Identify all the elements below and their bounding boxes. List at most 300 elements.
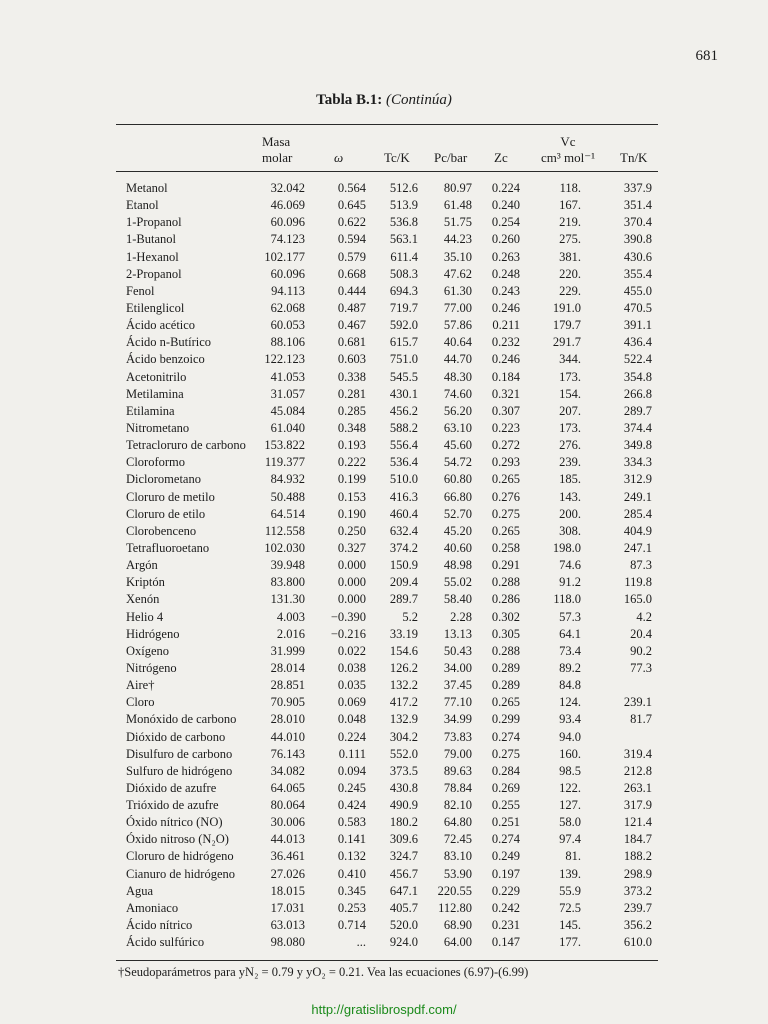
critical-temperature-cell: 33.19 xyxy=(389,626,418,641)
table-row xyxy=(116,420,658,437)
compound-name-cell: Acetonitrilo xyxy=(126,369,187,384)
critical-temperature-cell: 615.7 xyxy=(389,335,418,350)
table-row xyxy=(116,934,658,951)
normal-boiling-point-cell: 455.0 xyxy=(623,283,652,298)
acentric-factor-cell: 0.199 xyxy=(337,472,366,487)
critical-temperature-cell: 694.3 xyxy=(389,283,418,298)
compound-name-cell: Cianuro de hidrógeno xyxy=(126,866,236,881)
critical-temperature-cell: 611.4 xyxy=(390,249,418,264)
critical-temperature-cell: 289.7 xyxy=(389,592,418,607)
compound-name-cell: Dióxido de azufre xyxy=(126,780,217,795)
molar-mass-cell: 74.123 xyxy=(270,232,305,247)
acentric-factor-cell: −0.390 xyxy=(330,609,366,624)
acentric-factor-cell: 0.035 xyxy=(337,678,366,693)
table-title xyxy=(0,92,768,109)
molar-mass-cell: 64.514 xyxy=(270,506,305,521)
acentric-factor-cell: −0.216 xyxy=(330,626,366,641)
molar-mass-cell: 46.069 xyxy=(270,198,305,213)
critical-pressure-cell: 34.00 xyxy=(443,660,472,675)
critical-volume-cell: 229. xyxy=(559,283,581,298)
molar-mass-cell: 98.080 xyxy=(270,935,305,950)
critical-volume-cell: 124. xyxy=(559,695,581,710)
critical-pressure-cell: 40.64 xyxy=(443,335,472,350)
compound-name-cell: Nitrometano xyxy=(126,420,190,435)
critical-compressibility-cell: 0.258 xyxy=(491,540,520,555)
acentric-factor-cell: 0.245 xyxy=(337,780,366,795)
compound-name-cell: Helio 4 xyxy=(126,609,164,624)
critical-volume-cell: 173. xyxy=(559,369,581,384)
molar-mass-cell: 32.042 xyxy=(270,181,305,195)
critical-temperature-cell: 552.0 xyxy=(389,746,418,761)
normal-boiling-point-cell: 4.2 xyxy=(636,609,652,624)
critical-pressure-cell: 112.80 xyxy=(438,900,472,915)
compound-name-cell: Argón xyxy=(126,558,158,573)
critical-compressibility-cell: 0.284 xyxy=(491,763,520,778)
critical-pressure-cell: 82.10 xyxy=(443,798,472,813)
normal-boiling-point-cell: 81.7 xyxy=(630,712,652,727)
table-row xyxy=(116,660,658,677)
compound-name-cell: 1-Butanol xyxy=(126,232,176,247)
table-row xyxy=(116,471,658,488)
acentric-factor-cell: 0.424 xyxy=(337,798,366,813)
acentric-factor-cell: 0.190 xyxy=(337,506,366,521)
critical-compressibility-cell: 0.269 xyxy=(491,780,520,795)
critical-compressibility-cell: 0.224 xyxy=(491,181,520,195)
table-row xyxy=(116,214,658,231)
compound-name-cell: Oxígeno xyxy=(126,643,170,658)
critical-temperature-cell: 588.2 xyxy=(389,420,418,435)
acentric-factor-cell: 0.000 xyxy=(337,558,366,573)
normal-boiling-point-cell: 285.4 xyxy=(623,506,652,521)
critical-temperature-cell: 309.6 xyxy=(389,832,418,847)
critical-pressure-cell: 73.83 xyxy=(443,729,472,744)
critical-temperature-cell: 719.7 xyxy=(389,300,418,315)
critical-temperature-cell: 460.4 xyxy=(389,506,418,521)
table-row xyxy=(116,266,658,283)
normal-boiling-point-cell: 436.4 xyxy=(623,335,652,350)
header-pc: Pc/bar xyxy=(434,150,468,165)
table-body xyxy=(116,180,658,951)
critical-temperature-cell: 536.4 xyxy=(389,455,418,470)
critical-volume-cell: 291.7 xyxy=(552,335,581,350)
critical-compressibility-cell: 0.242 xyxy=(491,900,520,915)
table-row xyxy=(116,351,658,368)
normal-boiling-point-cell: 354.8 xyxy=(623,369,652,384)
critical-temperature-cell: 647.1 xyxy=(389,883,418,898)
compound-name-cell: Ácido n-Butírico xyxy=(126,335,212,350)
critical-temperature-cell: 430.1 xyxy=(389,386,418,401)
acentric-factor-cell: 0.645 xyxy=(337,198,366,213)
critical-pressure-cell: 61.30 xyxy=(443,283,472,298)
table-row xyxy=(116,300,658,317)
acentric-factor-cell: 0.048 xyxy=(337,712,366,727)
acentric-factor-cell: 0.285 xyxy=(337,403,366,418)
critical-temperature-cell: 556.4 xyxy=(389,438,418,453)
critical-volume-cell: 220. xyxy=(559,266,581,281)
compound-name-cell: Monóxido de carbono xyxy=(126,712,237,727)
molar-mass-cell: 28.014 xyxy=(270,660,305,675)
molar-mass-cell: 27.026 xyxy=(270,866,305,881)
critical-pressure-cell: 45.60 xyxy=(443,438,472,453)
compound-name-cell: Óxido nitroso (N₂O) xyxy=(126,832,229,847)
compound-name-cell: Cloro xyxy=(126,695,155,710)
critical-volume-cell: 58.0 xyxy=(559,815,581,830)
molar-mass-cell: 36.461 xyxy=(270,849,305,864)
critical-volume-cell: 381. xyxy=(559,249,581,264)
compound-name-cell: Nitrógeno xyxy=(126,660,177,675)
header-omega: ω xyxy=(334,150,344,165)
table-row xyxy=(116,763,658,780)
compound-name-cell: Dióxido de carbono xyxy=(126,729,226,744)
table-row xyxy=(116,249,658,266)
acentric-factor-cell: 0.327 xyxy=(337,540,366,555)
critical-volume-cell: 72.5 xyxy=(559,900,581,915)
header-vc-line2: cm³ mol⁻¹ xyxy=(540,150,595,165)
critical-pressure-cell: 35.10 xyxy=(443,249,472,264)
source-link[interactable]: http://gratislibrospdf.com/ xyxy=(311,1002,457,1017)
acentric-factor-cell: 0.253 xyxy=(337,900,366,915)
compound-name-cell: Ácido benzoico xyxy=(126,352,205,367)
table-row xyxy=(116,403,658,420)
header-molar-mass-line1: Masa xyxy=(262,134,291,149)
molar-mass-cell: 122.123 xyxy=(264,352,305,367)
normal-boiling-point-cell: 312.9 xyxy=(623,472,652,487)
molar-mass-cell: 112.558 xyxy=(264,523,305,538)
critical-compressibility-cell: 0.246 xyxy=(491,352,520,367)
critical-temperature-cell: 520.0 xyxy=(389,918,418,933)
critical-compressibility-cell: 0.211 xyxy=(492,318,520,333)
acentric-factor-cell: 0.579 xyxy=(337,249,366,264)
header-vc xyxy=(536,134,600,166)
molar-mass-cell: 17.031 xyxy=(270,900,305,915)
critical-temperature-cell: 924.0 xyxy=(389,935,418,950)
compound-name-cell: Trióxido de azufre xyxy=(126,798,219,813)
normal-boiling-point-cell: 20.4 xyxy=(630,626,652,641)
compound-name-cell: Ácido sulfúrico xyxy=(126,935,205,950)
molar-mass-cell: 88.106 xyxy=(270,335,305,350)
molar-mass-cell: 39.948 xyxy=(270,558,305,573)
acentric-factor-cell: 0.444 xyxy=(337,283,366,298)
table-title-note: (Continúa) xyxy=(386,92,452,108)
acentric-factor-cell: 0.681 xyxy=(337,335,366,350)
critical-compressibility-cell: 0.288 xyxy=(491,643,520,658)
critical-pressure-cell: 60.80 xyxy=(443,472,472,487)
molar-mass-cell: 45.084 xyxy=(270,403,305,418)
table-row xyxy=(116,334,658,351)
critical-pressure-cell: 78.84 xyxy=(443,780,472,795)
molar-mass-cell: 83.800 xyxy=(270,575,305,590)
molar-mass-cell: 44.013 xyxy=(270,832,305,847)
critical-volume-cell: 93.4 xyxy=(559,712,581,727)
critical-temperature-cell: 456.7 xyxy=(389,866,418,881)
critical-pressure-cell: 52.70 xyxy=(443,506,472,521)
acentric-factor-cell: 0.141 xyxy=(337,832,366,847)
critical-temperature-cell: 374.2 xyxy=(389,540,418,555)
table-row xyxy=(116,917,658,934)
normal-boiling-point-cell: 249.1 xyxy=(623,489,652,504)
table-row xyxy=(116,711,658,728)
critical-compressibility-cell: 0.197 xyxy=(491,866,520,881)
table-row xyxy=(116,506,658,523)
acentric-factor-cell: 0.714 xyxy=(337,918,366,933)
table-row xyxy=(116,557,658,574)
critical-temperature-cell: 510.0 xyxy=(389,472,418,487)
critical-temperature-cell: 209.4 xyxy=(389,575,418,590)
critical-temperature-cell: 150.9 xyxy=(389,558,418,573)
acentric-factor-cell: 0.594 xyxy=(337,232,366,247)
header-tn: Tn/K xyxy=(620,150,648,165)
compound-name-cell: Cloroformo xyxy=(126,455,186,470)
molar-mass-cell: 62.068 xyxy=(270,300,305,315)
critical-volume-cell: 177. xyxy=(559,935,581,950)
critical-volume-cell: 239. xyxy=(559,455,581,470)
compound-name-cell: 1-Hexanol xyxy=(126,249,179,264)
acentric-factor-cell: 0.000 xyxy=(337,575,366,590)
critical-temperature-cell: 154.6 xyxy=(389,643,418,658)
compound-name-cell: Cloruro de hidrógeno xyxy=(126,849,234,864)
table-row xyxy=(116,900,658,917)
molar-mass-cell: 31.057 xyxy=(270,386,305,401)
normal-boiling-point-cell: 430.6 xyxy=(623,249,652,264)
critical-pressure-cell: 64.00 xyxy=(443,935,472,950)
normal-boiling-point-cell: 266.8 xyxy=(623,386,652,401)
molar-mass-cell: 4.003 xyxy=(276,609,305,624)
critical-pressure-cell: 51.75 xyxy=(443,215,472,230)
critical-pressure-cell: 68.90 xyxy=(443,918,472,933)
acentric-factor-cell: 0.622 xyxy=(337,215,366,230)
compound-name-cell: Tetrafluoroetano xyxy=(126,540,210,555)
critical-compressibility-cell: 0.321 xyxy=(491,386,520,401)
critical-temperature-cell: 324.7 xyxy=(389,849,418,864)
table-row xyxy=(116,848,658,865)
table-row xyxy=(116,797,658,814)
normal-boiling-point-cell: 165.0 xyxy=(623,592,652,607)
table-row xyxy=(116,780,658,797)
table-row xyxy=(116,317,658,334)
critical-compressibility-cell: 0.265 xyxy=(491,472,520,487)
critical-pressure-cell: 37.45 xyxy=(443,678,472,693)
molar-mass-cell: 60.096 xyxy=(270,266,305,281)
acentric-factor-cell: 0.345 xyxy=(337,883,366,898)
critical-volume-cell: 200. xyxy=(559,506,581,521)
header-zc: Zc xyxy=(494,150,508,165)
critical-compressibility-cell: 0.272 xyxy=(491,438,520,453)
critical-volume-cell: 145. xyxy=(559,918,581,933)
header-tc: Tc/K xyxy=(384,150,410,165)
molar-mass-cell: 2.016 xyxy=(276,626,305,641)
critical-temperature-cell: 563.1 xyxy=(389,232,418,247)
critical-temperature-cell: 132.9 xyxy=(389,712,418,727)
critical-pressure-cell: 44.23 xyxy=(443,232,472,247)
critical-pressure-cell: 220.55 xyxy=(437,883,472,898)
critical-compressibility-cell: 0.240 xyxy=(491,198,520,213)
critical-pressure-cell: 2.28 xyxy=(450,609,472,624)
critical-volume-cell: 276. xyxy=(559,438,581,453)
critical-pressure-cell: 13.13 xyxy=(443,626,472,641)
critical-volume-cell: 160. xyxy=(559,746,581,761)
critical-compressibility-cell: 0.276 xyxy=(491,489,520,504)
compound-name-cell: Cloruro de etilo xyxy=(126,506,206,521)
molar-mass-cell: 102.177 xyxy=(264,249,305,264)
compound-name-cell: Xenón xyxy=(126,592,160,607)
critical-volume-cell: 98.5 xyxy=(559,763,581,778)
critical-compressibility-cell: 0.147 xyxy=(491,935,520,950)
normal-boiling-point-cell: 370.4 xyxy=(623,215,652,230)
molar-mass-cell: 153.822 xyxy=(264,438,305,453)
critical-temperature-cell: 508.3 xyxy=(389,266,418,281)
critical-volume-cell: 118.0 xyxy=(553,592,581,607)
table-row xyxy=(116,489,658,506)
critical-temperature-cell: 456.2 xyxy=(389,403,418,418)
table-row xyxy=(116,283,658,300)
acentric-factor-cell: 0.250 xyxy=(337,523,366,538)
normal-boiling-point-cell: 87.3 xyxy=(630,558,652,573)
normal-boiling-point-cell: 356.2 xyxy=(623,918,652,933)
critical-compressibility-cell: 0.302 xyxy=(491,609,520,624)
table-row xyxy=(116,386,658,403)
molar-mass-cell: 60.053 xyxy=(270,318,305,333)
compound-name-cell: Ácido acético xyxy=(126,318,196,333)
normal-boiling-point-cell: 319.4 xyxy=(623,746,652,761)
critical-compressibility-cell: 0.243 xyxy=(491,283,520,298)
critical-compressibility-cell: 0.289 xyxy=(491,660,520,675)
normal-boiling-point-cell: 212.8 xyxy=(623,763,652,778)
critical-temperature-cell: 430.8 xyxy=(389,780,418,795)
compound-name-cell: Ácido nítrico xyxy=(126,918,193,933)
critical-volume-cell: 219. xyxy=(559,215,581,230)
compound-name-cell: Metanol xyxy=(126,181,168,195)
table-row xyxy=(116,591,658,608)
critical-temperature-cell: 373.5 xyxy=(389,763,418,778)
critical-temperature-cell: 405.7 xyxy=(389,900,418,915)
critical-pressure-cell: 40.60 xyxy=(443,540,472,555)
compound-name-cell: 1-Propanol xyxy=(126,215,182,230)
critical-compressibility-cell: 0.286 xyxy=(491,592,520,607)
table-row xyxy=(116,729,658,746)
critical-temperature-cell: 416.3 xyxy=(389,489,418,504)
acentric-factor-cell: 0.132 xyxy=(337,849,366,864)
acentric-factor-cell: 0.038 xyxy=(337,660,366,675)
normal-boiling-point-cell: 188.2 xyxy=(623,849,652,864)
molar-mass-cell: 30.006 xyxy=(270,815,305,830)
table-row xyxy=(116,540,658,557)
critical-compressibility-cell: 0.223 xyxy=(491,420,520,435)
critical-volume-cell: 139. xyxy=(559,866,581,881)
critical-compressibility-cell: 0.274 xyxy=(491,832,520,847)
critical-compressibility-cell: 0.307 xyxy=(491,403,520,418)
critical-compressibility-cell: 0.299 xyxy=(491,712,520,727)
critical-pressure-cell: 54.72 xyxy=(443,455,472,470)
normal-boiling-point-cell: 317.9 xyxy=(623,798,652,813)
critical-volume-cell: 55.9 xyxy=(559,883,581,898)
acentric-factor-cell: 0.564 xyxy=(337,181,366,195)
table-header-rule xyxy=(116,171,658,172)
critical-pressure-cell: 66.80 xyxy=(443,489,472,504)
critical-pressure-cell: 47.62 xyxy=(443,266,472,281)
normal-boiling-point-cell: 351.4 xyxy=(623,198,652,213)
acentric-factor-cell: 0.022 xyxy=(337,643,366,658)
table-row xyxy=(116,180,658,197)
critical-volume-cell: 97.4 xyxy=(559,832,581,847)
molar-mass-cell: 50.488 xyxy=(270,489,305,504)
molar-mass-cell: 60.096 xyxy=(270,215,305,230)
table-title-label: Tabla B.1: xyxy=(316,92,383,108)
table-row xyxy=(116,866,658,883)
critical-pressure-cell: 79.00 xyxy=(443,746,472,761)
critical-compressibility-cell: 0.260 xyxy=(491,232,520,247)
critical-compressibility-cell: 0.275 xyxy=(491,746,520,761)
compound-name-cell: Tetracloruro de carbono xyxy=(126,438,246,453)
normal-boiling-point-cell: 121.4 xyxy=(623,815,652,830)
molar-mass-cell: 94.113 xyxy=(271,283,305,298)
critical-compressibility-cell: 0.184 xyxy=(491,369,520,384)
molar-mass-cell: 76.143 xyxy=(270,746,305,761)
critical-pressure-cell: 58.40 xyxy=(443,592,472,607)
compound-name-cell: Diclorometano xyxy=(126,472,201,487)
critical-temperature-cell: 417.2 xyxy=(389,695,418,710)
normal-boiling-point-cell: 239.1 xyxy=(623,695,652,710)
acentric-factor-cell: 0.281 xyxy=(337,386,366,401)
normal-boiling-point-cell: 239.7 xyxy=(623,900,652,915)
critical-compressibility-cell: 0.232 xyxy=(491,335,520,350)
compound-name-cell: Disulfuro de carbono xyxy=(126,746,233,761)
critical-pressure-cell: 61.48 xyxy=(443,198,472,213)
molar-mass-cell: 34.082 xyxy=(270,763,305,778)
table-row xyxy=(116,231,658,248)
normal-boiling-point-cell: 184.7 xyxy=(623,832,652,847)
critical-temperature-cell: 536.8 xyxy=(389,215,418,230)
compound-name-cell: Hidrógeno xyxy=(126,626,180,641)
critical-volume-cell: 73.4 xyxy=(559,643,581,658)
molar-mass-cell: 31.999 xyxy=(270,643,305,658)
critical-temperature-cell: 132.2 xyxy=(389,678,418,693)
table-row xyxy=(116,369,658,386)
critical-temperature-cell: 592.0 xyxy=(389,318,418,333)
normal-boiling-point-cell: 334.3 xyxy=(623,455,652,470)
molar-mass-cell: 84.932 xyxy=(270,472,305,487)
critical-compressibility-cell: 0.254 xyxy=(491,215,520,230)
table-row xyxy=(116,746,658,763)
compound-name-cell: Etanol xyxy=(126,198,159,213)
table-row xyxy=(116,574,658,591)
normal-boiling-point-cell: 373.2 xyxy=(623,883,652,898)
molar-mass-cell: 64.065 xyxy=(270,780,305,795)
compound-name-cell: Cloruro de metilo xyxy=(126,489,215,504)
critical-compressibility-cell: 0.248 xyxy=(491,266,520,281)
critical-volume-cell: 207. xyxy=(559,403,581,418)
critical-compressibility-cell: 0.265 xyxy=(491,695,520,710)
critical-temperature-cell: 304.2 xyxy=(389,729,418,744)
compound-name-cell: Sulfuro de hidrógeno xyxy=(126,763,233,778)
compound-name-cell: 2-Propanol xyxy=(126,266,182,281)
critical-pressure-cell: 53.90 xyxy=(443,866,472,881)
critical-pressure-cell: 48.30 xyxy=(443,369,472,384)
critical-volume-cell: 127. xyxy=(559,798,581,813)
critical-pressure-cell: 56.20 xyxy=(443,403,472,418)
compound-name-cell: Óxido nítrico (NO) xyxy=(126,815,223,830)
critical-volume-cell: 344. xyxy=(559,352,581,367)
compound-name-cell: Metilamina xyxy=(126,386,184,401)
critical-volume-cell: 74.6 xyxy=(559,558,581,573)
table-row xyxy=(116,883,658,900)
normal-boiling-point-cell: 355.4 xyxy=(623,266,652,281)
critical-volume-cell: 191.0 xyxy=(552,300,581,315)
normal-boiling-point-cell: 404.9 xyxy=(623,523,652,538)
critical-pressure-cell: 48.98 xyxy=(443,558,472,573)
molar-mass-cell: 102.030 xyxy=(264,540,305,555)
molar-mass-cell: 63.013 xyxy=(270,918,305,933)
page-number: 681 xyxy=(695,48,718,64)
